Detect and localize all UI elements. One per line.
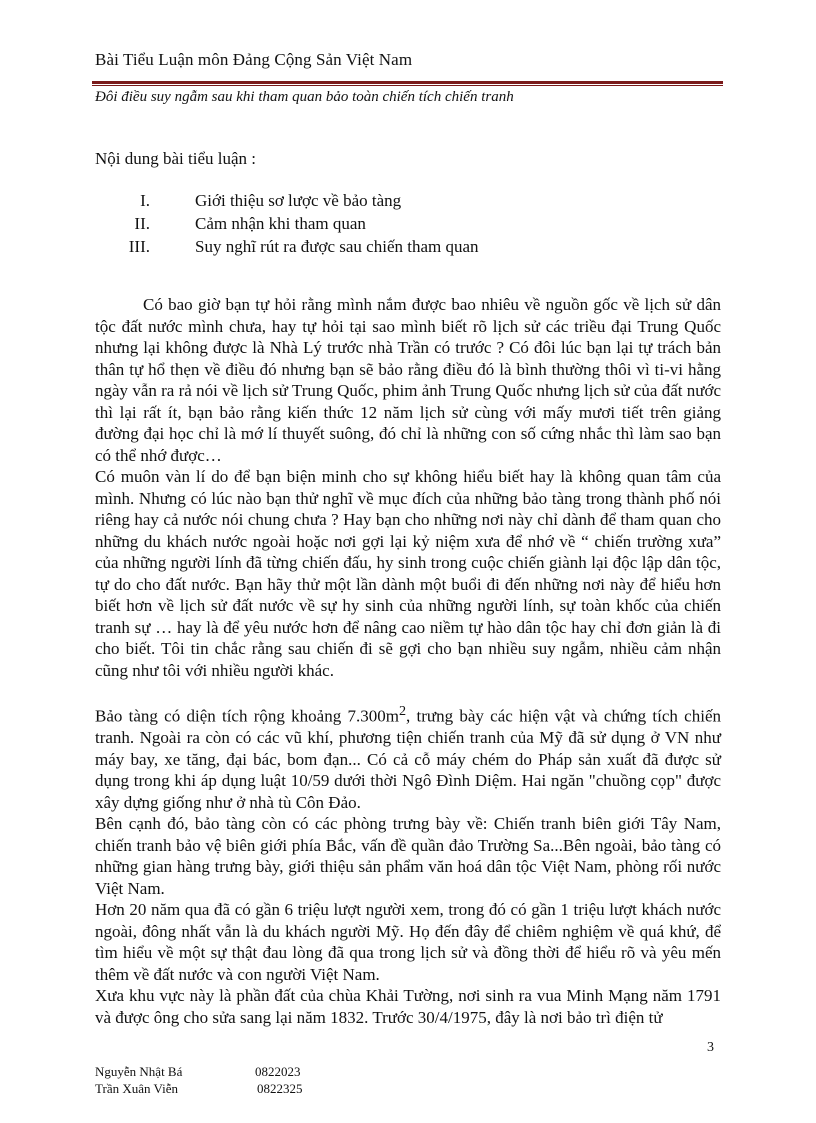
toc-item-text: Giới thiệu sơ lược về bảo tàng xyxy=(195,191,402,210)
paragraph-museum-area xyxy=(95,701,721,813)
author-id: 0822023 xyxy=(255,1064,301,1079)
author-row xyxy=(95,1063,355,1080)
paragraph-reasons: Có muôn vàn lí do để bạn biện minh cho sự không hiểu biết hay là không quan tâm của mình. Nhưng có lúc nào bạn thử nghĩ về mục đích của những bảo tàng trong thành phố nói riêng hay cả nước nói chung chưa ? Hay bạn cho những nơi này chỉ dành để tham quan cho những du khách nước ngoài hoặc nơi gợi lại kỷ niệm xưa để nhớ về “ chiến trường xưa” của những người lính đã từng chiến đấu, hy sinh trong cuộc chiến giành lại độc lập dân tộc, tự do cho đất nước. Bạn hãy thử một lần dành một buổi đi đến những nơi này để hiểu hơn biết hơn về lịch sử đất nước về sự hy sinh của những người lính, sự toàn khốc của chiến tranh sự … hay là để yêu nước hơn để nâng cao niềm tự hào dân tộc hay chỉ đơn giản là đi cho biết. Tôi tin chắc rằng sau chiến đi sẽ gợi cho bạn nhiều suy ngẫm, nhiều cảm nhận cũng như tôi với nhiều người khác. xyxy=(95,467,721,680)
header-rule-thick xyxy=(92,81,723,84)
museum-area-text-rest: , trưng bày các hiện vật và chứng tích chiến tranh. Ngoài ra còn có các vũ khí, phương tiện chiến tranh của Mỹ đã sử dụng ở VN như máy bay, xe tăng, đại bác, bom đạn... Có cả cỗ máy chém do Pháp sản xuất đã được sử dụng trong khi áp dụng luật 10/59 dưới thời Ngô Đình Diệm. Hai ngăn "chuồng cọp" được xây dựng giống như ở nhà tù Côn Đảo. xyxy=(95,706,721,812)
author-id: 0822325 xyxy=(257,1081,303,1096)
toc-item xyxy=(95,235,479,258)
paragraph-intro: Có bao giờ bạn tự hỏi rằng mình nắm được bao nhiêu về nguồn gốc về lịch sử dân tộc đất nước mình chưa, hay tự hỏi tại sao mình biết rõ lịch sử các triều đại Trung Quốc nhưng lại không được là Nhà Lý trước nhà Trần có trước ? Có đôi lúc bạn lại tự trách bản thân tự hổ thẹn về điều đó nhưng bạn sẽ bảo rằng điều đó là bình thường thôi vì ti-vi hằng ngày vẫn ra rả nói về lịch sử Trung Quốc, phim ảnh Trung Quốc nhưng lịch sử của đất nước thì lại rất ít, bạn bảo rằng kiến thức 12 năm lịch sử cùng với mấy mươi tiết trên giảng đường đại học chỉ là mớ lí thuyết suông, đó chỉ là những con số cứng nhắc thì làm sao bạn có thể nhớ được… xyxy=(95,295,721,465)
paragraph-exhibits: Bên cạnh đó, bảo tàng còn có các phòng trưng bày về: Chiến tranh biên giới Tây Nam, chiến tranh bảo vệ biên giới phía Bắc, vấn đề quần đảo Trường Sa...Bên ngoài, bảo tàng có những gian hàng trưng bày, giới thiệu sản phẩm văn hoá dân tộc Việt Nam, phòng rối nước Việt Nam. xyxy=(95,814,721,898)
body-text xyxy=(95,294,721,1028)
toc-item-text: Suy nghĩ rút ra được sau chiến tham quan xyxy=(195,237,479,256)
header-subtitle: Đôi điều suy ngẫm sau khi tham quan bảo toàn chiến tích chiến tranh xyxy=(95,89,514,105)
page-number: 3 xyxy=(707,1040,714,1055)
toc-item-number: I. xyxy=(140,191,150,210)
header-rule-thin xyxy=(92,85,723,86)
toc-item-text: Cảm nhận khi tham quan xyxy=(195,214,366,233)
header-title: Bài Tiểu Luận môn Đảng Cộng Sản Việt Nam xyxy=(95,50,413,69)
museum-area-text: Bảo tàng có diện tích rộng khoảng 7.300m xyxy=(95,706,399,726)
toc-item xyxy=(95,189,402,212)
paragraph-visitors: Hơn 20 năm qua đã có gần 6 triệu lượt người xem, trong đó có gần 1 triệu lượt khách nước ngoài, đông nhất vẫn là du khách người Mỹ. Họ đến đây để chiêm nghiệm về quá khứ, để tìm hiểu về một sự thật đau lòng đã qua trong lịch sử và đồng thời để hiểu rõ và yêu mến thêm về đất nước và con người Việt Nam. xyxy=(95,900,721,984)
area-unit-superscript: 2 xyxy=(398,703,407,719)
toc-item-number: II. xyxy=(134,214,150,233)
toc-item xyxy=(95,212,366,235)
author-name: Trần Xuân Viễn xyxy=(95,1081,178,1096)
toc-heading: Nội dung bài tiểu luận : xyxy=(95,149,257,168)
toc-item-number: III. xyxy=(128,237,150,256)
paragraph-history: Xưa khu vực này là phần đất của chùa Khải Tường, nơi sinh ra vua Minh Mạng năm 1791 và được ông cho sửa sang lại năm 1832. Trước 30/4/1975, đây là nơi bảo trì điện tử xyxy=(95,986,721,1027)
table-of-contents xyxy=(95,189,479,258)
footer-authors xyxy=(95,1063,355,1097)
paragraph-gap xyxy=(95,681,721,701)
author-row xyxy=(95,1080,355,1097)
author-name: Nguyễn Nhật Bá xyxy=(95,1064,183,1079)
